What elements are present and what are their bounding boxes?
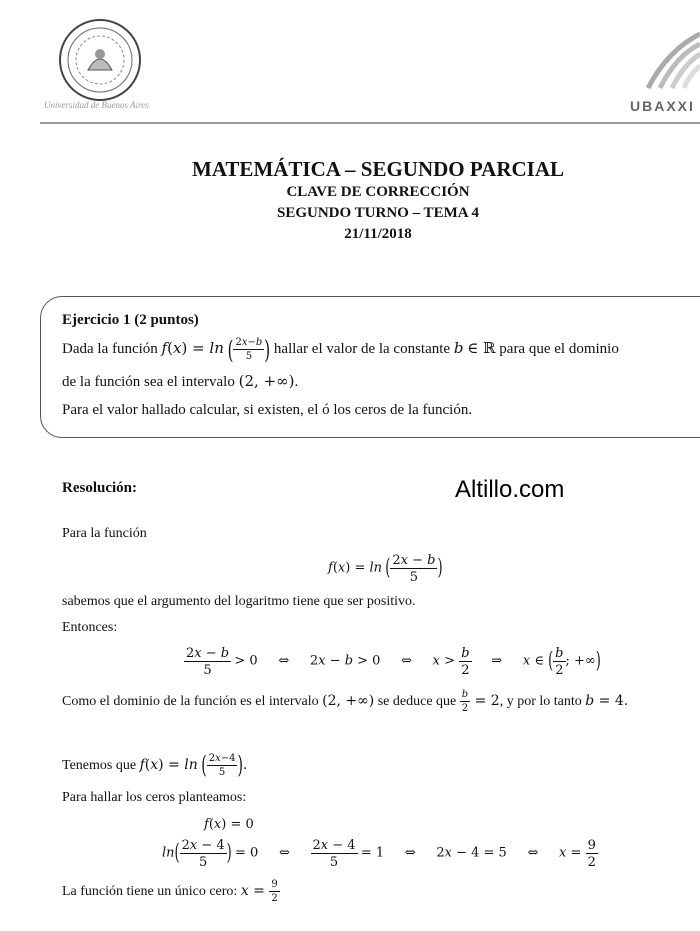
equation-chain: $\frac{2x - b}{5}$ > 0 ⇔ 2x − b > 0 ⇔ x > $\frac{b}{2}$ ⇒ x ∈ ( $\frac{b}{2}$ ; +∞)	[186, 645, 601, 678]
exercise-text: Dada la función	[62, 341, 158, 357]
exercise-text: .	[294, 374, 299, 390]
exercise-line-3: Para el valor hallado calcular, si existen, el ó los ceros de la función.	[62, 402, 473, 418]
watermark: Altillo.com	[455, 476, 565, 503]
resolution-p4: Como el dominio de la función es el intervalo (2, +∞) se deduce que $\frac{b}{2}$ = 2, y por lo tanto b = 4.	[62, 689, 629, 714]
ubaxxi-brand: UBAXXI	[630, 98, 695, 114]
exercise-text: de la función sea el intervalo	[62, 374, 235, 390]
resolution-text: se deduce que	[377, 694, 457, 710]
header-rule	[40, 122, 700, 124]
exercise-text: hallar el valor de la constante	[273, 341, 451, 357]
page-turn: SEGUNDO TURNO – TEMA 4	[277, 205, 479, 221]
resolution-text: Como el dominio de la función es el intervalo	[62, 694, 319, 710]
equation-zero-setup: f(x) = 0	[204, 817, 254, 832]
ubaxxi-logo	[628, 30, 700, 100]
exercise-line-1: Dada la función f(x) = ln ( $\frac{2x-b}{5}$ ) hallar el valor de la constante b ∈ ℝ para que el dominio	[62, 334, 619, 365]
page-date: 21/11/2018	[344, 226, 412, 242]
resolution-text: Tenemos que	[62, 758, 137, 774]
equation-zero-chain: ln( $\frac{2x - 4}{5}$ ) = 0 ⇔ $\frac{2x - 4}{5}$ = 1 ⇔ 2x − 4 = 5 ⇔ x = $\frac{9}{2}$	[162, 837, 596, 870]
equation-f: f(x) = ln ( $\frac{2x - b}{5}$ )	[328, 553, 443, 585]
exercise-text: para que el dominio	[499, 341, 619, 357]
university-seal	[58, 18, 142, 102]
resolution-text: , y por lo tanto	[499, 694, 582, 710]
resolution-p6: Para hallar los ceros planteamos:	[62, 790, 247, 805]
exercise-heading: Ejercicio 1 (2 puntos)	[62, 312, 199, 328]
exercise-line-2: de la función sea el intervalo (2, +∞).	[62, 372, 299, 390]
university-caption: Universidad de Buenos Aires	[44, 100, 149, 110]
resolution-p3: Entonces:	[62, 620, 118, 635]
resolution-p1: Para la función	[62, 526, 147, 541]
resolution-p5: Tenemos que f(x) = ln ( $\frac{2x-4}{5}$ ).	[62, 752, 248, 780]
resolution-heading: Resolución:	[62, 480, 137, 496]
title-block	[0, 156, 700, 245]
page-title: MATEMÁTICA – SEGUNDO PARCIAL	[192, 157, 564, 181]
resolution-p7: La función tiene un único cero: x = $\frac{9}{2}$	[62, 879, 278, 904]
resolution-p2: sabemos que el argumento del logaritmo tiene que ser positivo.	[62, 594, 416, 609]
page-subtitle: CLAVE DE CORRECCIÓN	[286, 184, 470, 200]
resolution-text: La función tiene un único cero:	[62, 884, 238, 900]
